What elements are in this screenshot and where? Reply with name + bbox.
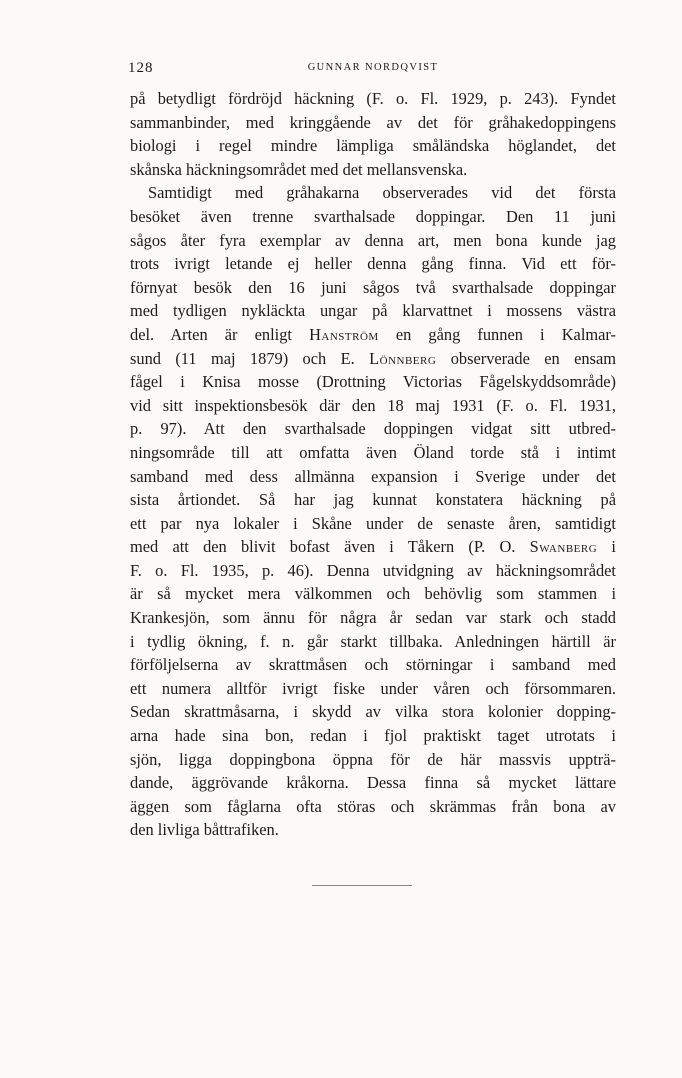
- text-segment: i: [611, 537, 616, 557]
- body-text: [130, 87, 616, 842]
- text-line: förföljelserna av skrattmåsen och störningar i samband med: [130, 655, 616, 675]
- text-line: skånska häckningsområdet med det mellansvenska.: [130, 159, 468, 179]
- text-segment: sund (11 maj 1879) och E.: [130, 348, 355, 368]
- text-line: [130, 535, 616, 559]
- text-line: den livliga båttrafiken.: [130, 820, 279, 840]
- text-line: [130, 347, 616, 371]
- text-line: är så mycket mera välkommen och behövlig som stammen i: [130, 584, 616, 604]
- text-line: ningsområde till att omfatta även Öland torde stå i intimt: [130, 442, 616, 462]
- text-line: sista årtiondet. Så har jag kunnat konstatera häckning på: [130, 490, 616, 510]
- text-line: besöket även trenne svarthalsade doppingar. Den 11 juni: [130, 206, 616, 226]
- text-segment: observerade en ensam: [450, 348, 616, 368]
- text-line: sågos åter fyra exemplar av denna art, men bona kunde jag: [130, 230, 616, 250]
- text-line: trots ivrigt letande ej heller denna gång finna. Vid ett för-: [130, 254, 616, 274]
- text-line: sammanbinder, med kringgående av det för gråhakedoppingens: [130, 112, 616, 132]
- text-line: arna hade sina bon, redan i fjol praktiskt taget utrotats i: [130, 726, 616, 746]
- text-line: fågel i Knisa mosse (Drottning Victorias Fågelskyddsområde): [130, 372, 616, 392]
- text-line: p. 97). Att den svarthalsade doppingen vidgat sitt utbred-: [130, 419, 616, 439]
- text-segment: med att den blivit bofast även i Tåkern (P. O.: [130, 537, 516, 557]
- text-line: biologi i regel mindre lämpliga småländska höglandet, det: [130, 136, 616, 156]
- text-line: samband med dess allmänna expansion i Sverige under det: [130, 466, 616, 486]
- running-head: GUNNAR NORDQVIST: [307, 62, 439, 73]
- text-line: dande, äggrövande kråkorna. Dessa finna så mycket lättare: [130, 773, 616, 793]
- author-name: Lönnberg: [369, 348, 437, 368]
- text-line: vid sitt inspektionsbesök där den 18 maj 1931 (F. o. Fl. 1931,: [130, 395, 616, 415]
- text-line: Krankesjön, som ännu för några år sedan var stark och stadd: [130, 608, 616, 628]
- text-line: Sedan skrattmåsarna, i skydd av vilka stora kolonier dopping-: [130, 702, 616, 722]
- text-line: [130, 323, 616, 347]
- text-line: i tydlig ökning, f. n. går starkt tillbaka. Anledningen härtill är: [130, 631, 616, 651]
- page-header: [128, 60, 618, 80]
- text-segment: del. Arten är enligt: [130, 324, 292, 344]
- text-line: ett par nya lokaler i Skåne under de senaste åren, samtidigt: [130, 513, 616, 533]
- text-line: förnyat besök den 16 juni sågos två svarthalsade doppingar: [130, 277, 616, 297]
- author-name: Swanberg: [529, 537, 598, 557]
- text-segment: en gång funnen i Kalmar-: [395, 324, 616, 344]
- author-name: Hanström: [309, 324, 379, 344]
- section-divider: [312, 885, 412, 886]
- text-line: äggen som fåglarna ofta störas och skrämmas från bona av: [130, 796, 616, 816]
- page-number: 128: [128, 60, 154, 76]
- text-line: med tydligen nykläckta ungar på klarvattnet i mossens västra: [130, 301, 616, 321]
- text-line: ett numera alltför ivrigt fiske under våren och försommaren.: [130, 678, 616, 698]
- text-line: på betydligt fördröjd häckning (F. o. Fl. 1929, p. 243). Fyndet: [130, 89, 616, 108]
- text-line: F. o. Fl. 1935, p. 46). Denna utvidgning av häckningsområdet: [130, 560, 616, 580]
- text-line: sjön, ligga doppingbona öppna för de här massvis uppträ-: [130, 749, 616, 769]
- text-line: Samtidigt med gråhakarna observerades vid det första: [148, 183, 616, 203]
